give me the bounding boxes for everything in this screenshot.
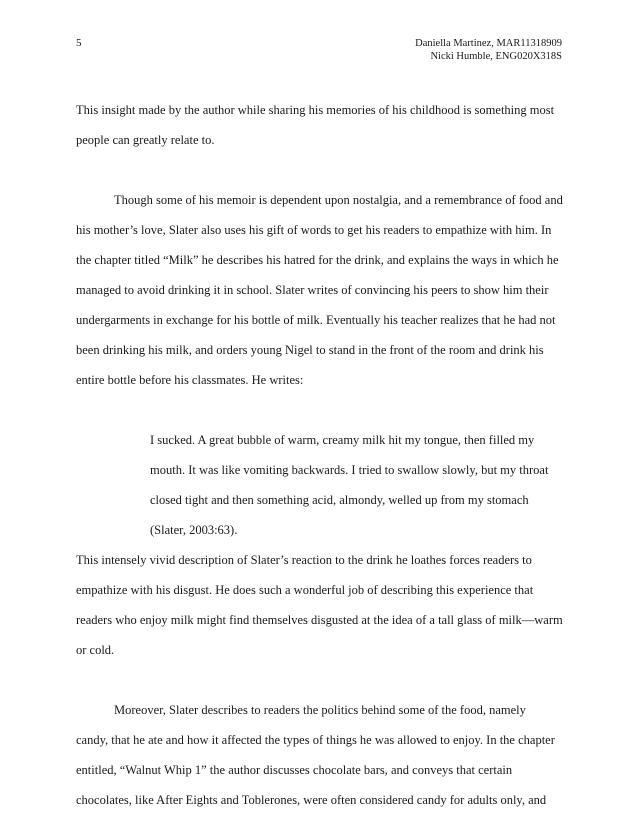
text-line: chocolates, like After Eights and Toblerones, were often considered candy for adults only, and [76,793,547,807]
block-quote-line: (Slater, 2003:63). [150,523,238,537]
page-number: 5 [76,37,82,49]
header-author-line: Daniella Martinez, MAR11318909 [415,38,562,49]
text-line: Though some of his memoir is dependent upon nostalgia, and a remembrance of food and [114,193,563,207]
block-quote-line: closed tight and then something acid, almondy, welled up from my stomach [150,493,529,507]
text-line: been drinking his milk, and orders young Nigel to stand in the front of the room and drink his [76,343,544,357]
block-quote-line: I sucked. A great bubble of warm, creamy milk hit my tongue, then filled my [150,433,535,447]
running-header [415,37,562,63]
text-line: readers who enjoy milk might find themselves disgusted at the idea of a tall glass of milk—warm [76,613,563,627]
text-line: This insight made by the author while sharing his memories of his childhood is something most [76,103,555,117]
text-line: Moreover, Slater describes to readers the politics behind some of the food, namely [114,703,526,717]
text-line: entitled, “Walnut Whip 1” the author discusses chocolate bars, and conveys that certain [76,763,513,777]
block-quote-line: mouth. It was like vomiting backwards. I tried to swallow slowly, but my throat [150,463,549,477]
header-course-line: Nicki Humble, ENG020X318S [430,51,562,62]
text-line: managed to avoid drinking it in school. Slater writes of convincing his peers to show him their [76,283,549,297]
text-line: This intensely vivid description of Slater’s reaction to the drink he loathes forces readers to [76,553,532,567]
text-line: the chapter titled “Milk” he describes his hatred for the drink, and explains the ways in which he [76,253,559,267]
text-line: his mother’s love, Slater also uses his gift of words to get his readers to empathize with him. In [76,223,552,237]
text-line: undergarments in exchange for his bottle of milk. Eventually his teacher realizes that he had not [76,313,556,327]
paragraph-gap [76,155,564,185]
text-line: empathize with his disgust. He does such a wonderful job of describing this experience that [76,583,534,597]
text-line: entire bottle before his classmates. He writes: [76,373,304,387]
paragraph-gap [76,395,564,425]
paragraph-gap [76,665,564,695]
text-line: or cold. [76,643,115,657]
body-text [76,95,564,815]
text-line: candy, that he ate and how it affected the types of things he was allowed to enjoy. In the chapter [76,733,555,747]
text-line: people can greatly relate to. [76,133,215,147]
